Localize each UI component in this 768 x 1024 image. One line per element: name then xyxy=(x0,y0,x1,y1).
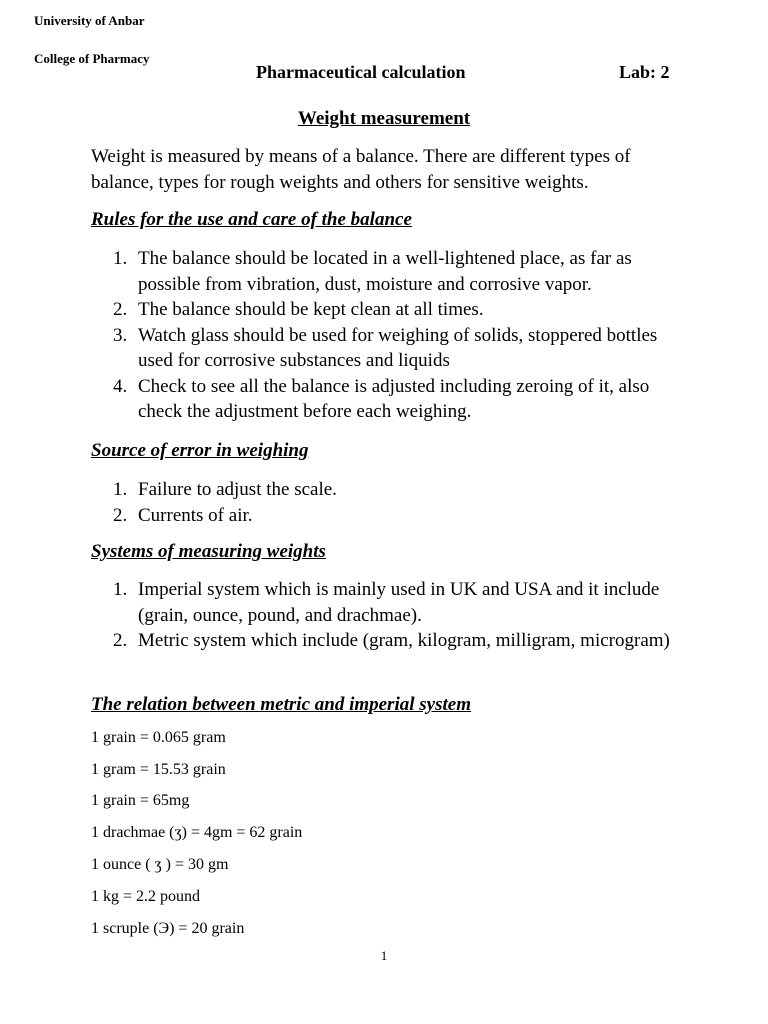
list-number: 2. xyxy=(113,630,128,651)
list-item xyxy=(113,477,693,503)
list-number: 1. xyxy=(113,248,128,269)
errors-list xyxy=(113,477,693,528)
university-name: University of Anbar xyxy=(34,13,145,28)
list-item xyxy=(113,374,693,425)
list-item xyxy=(113,297,693,323)
course-title: Pharmaceutical calculation xyxy=(256,62,466,82)
list-number: 2. xyxy=(113,504,128,526)
list-item xyxy=(113,628,693,654)
conversion-line: 1 ounce ( ʒ ) = 30 gm xyxy=(91,856,229,873)
list-text: Currents of air. xyxy=(138,504,253,526)
conversion-line: 1 drachmae (ʒ) = 4gm = 62 grain xyxy=(91,824,303,841)
list-number: 4. xyxy=(113,375,128,397)
list-text: Watch glass should be used for weighing of solids, stoppered bottles used for corrosive substances and liquids xyxy=(138,324,658,371)
errors-heading: Source of error in weighing xyxy=(91,440,309,461)
list-number: 1. xyxy=(113,579,128,600)
conversion-line: 1 grain = 0.065 gram xyxy=(91,729,226,746)
list-number: 3. xyxy=(113,324,128,346)
list-text: Imperial system which is mainly used in UK and USA and it include (grain, ounce, pound, and drachmae). xyxy=(138,579,660,626)
list-item xyxy=(113,246,693,297)
conversion-line: 1 grain = 65mg xyxy=(91,792,190,809)
college-name: College of Pharmacy xyxy=(34,51,150,66)
list-number: 2. xyxy=(113,299,128,320)
list-text: Failure to adjust the scale. xyxy=(138,479,337,500)
rules-heading: Rules for the use and care of the balance xyxy=(91,209,412,230)
relation-heading: The relation between metric and imperial system xyxy=(91,694,471,715)
conversion-line: 1 scruple (Э) = 20 grain xyxy=(91,920,245,937)
list-number: 1. xyxy=(113,479,128,500)
list-text: Metric system which include (gram, kilogram, milligram, microgram) xyxy=(138,630,670,651)
conversion-line: 1 gram = 15.53 grain xyxy=(91,761,226,778)
list-item xyxy=(113,503,693,529)
conversion-line: 1 kg = 2.2 pound xyxy=(91,888,201,905)
lab-number: Lab: 2 xyxy=(619,62,670,82)
list-text: Check to see all the balance is adjusted including zeroing of it, also check the adjustment before each weighing. xyxy=(138,375,650,422)
list-item xyxy=(113,323,693,374)
list-item xyxy=(113,577,693,628)
page-number: 1 xyxy=(380,948,388,963)
list-text: The balance should be located in a well-lightened place, as far as possible from vibration, dust, moisture and corrosive vapor. xyxy=(138,248,632,295)
systems-heading: Systems of measuring weights xyxy=(91,541,326,562)
intro-paragraph: Weight is measured by means of a balance. There are different types of balance, types for rough weights and others for sensitive weights. xyxy=(91,146,631,193)
document-title: Weight measurement xyxy=(297,108,471,129)
systems-list xyxy=(113,577,693,654)
list-text: The balance should be kept clean at all times. xyxy=(138,299,484,320)
rules-list xyxy=(113,246,693,425)
